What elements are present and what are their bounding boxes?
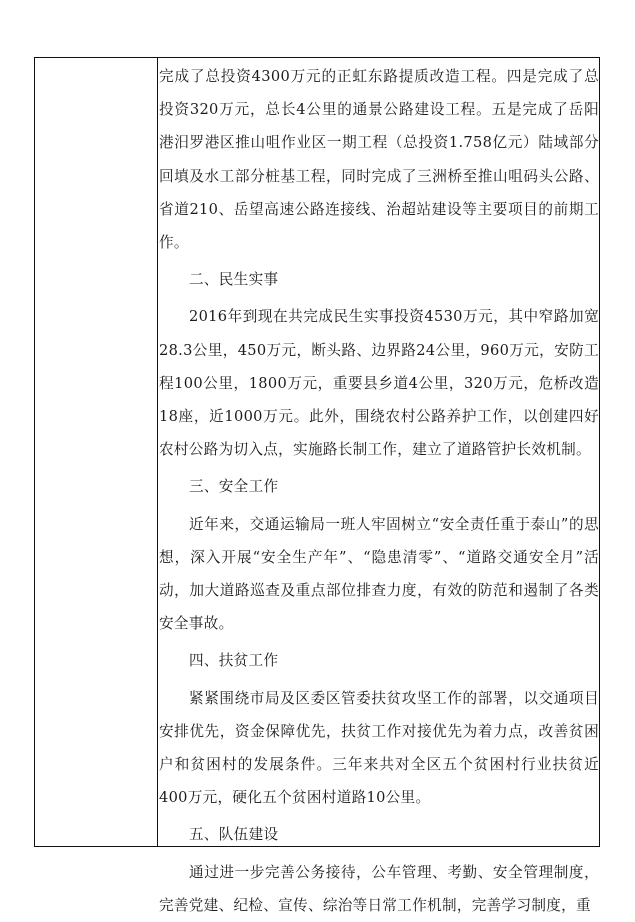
heading-safety: 三、安全工作 bbox=[189, 478, 279, 496]
paragraph-safety: 近年来，交通运输局一班人牢固树立“安全责任重于泰山”的思想，深入开展“安全生产年”、“隐患清零”、“道路交通安全月”活动，加大道路巡查及重点部位排查力度，有效的防范和遏制了各类安全事故。 bbox=[159, 515, 599, 633]
heading-poverty: 四、扶贫工作 bbox=[189, 652, 279, 670]
paragraph-livelihood: 2016年到现在共完成民生实事投资4530万元，其中窄路加宽28.3公里，450万元，断头路、边界路24公里，960万元，安防工程100公里，1800万元，重要县乡道4公里，320万元，危桥改造18座，近1000万元。此外，围绕农村公路养护工作，以创建四好农村公路为切入点，实施路长制工作，建立了道路管护长效机制。 bbox=[159, 308, 599, 459]
document-body bbox=[159, 60, 599, 922]
table-frame bbox=[34, 57, 600, 914]
heading-livelihood: 二、民生实事 bbox=[189, 271, 279, 289]
paragraph-team: 通过进一步完善公务接待，公车管理、考勤、安全管理制度，完善党建、纪检、宣传、综治等日常工作机制，完善学习制度，重 bbox=[159, 863, 599, 914]
paragraph-poverty: 紧紧围绕市局及区委区管委扶贫攻坚工作的部署，以交通项目安排优先，资金保障优先，扶贫工作对接优先为着力点，改善贫困户和贫困村的发展条件。三年来共对全区五个贫困村行业扶贫近400万元，硬化五个贫困村道路10公里。 bbox=[159, 689, 599, 807]
table-left-column bbox=[35, 58, 158, 846]
paragraph-continuation: 完成了总投资4300万元的正虹东路提质改造工程。四是完成了总投资320万元，总长4公里的通景公路建设工程。五是完成了岳阳港汨罗港区推山咀作业区一期工程（总投资1.758亿元）陆域部分回填及水工部分桩基工程，同时完成了三洲桥至推山咀码头公路、省道210、岳望高速公路连接线、治超站建设等主要项目的前期工作。 bbox=[159, 68, 599, 252]
heading-team: 五、队伍建设 bbox=[189, 826, 279, 844]
